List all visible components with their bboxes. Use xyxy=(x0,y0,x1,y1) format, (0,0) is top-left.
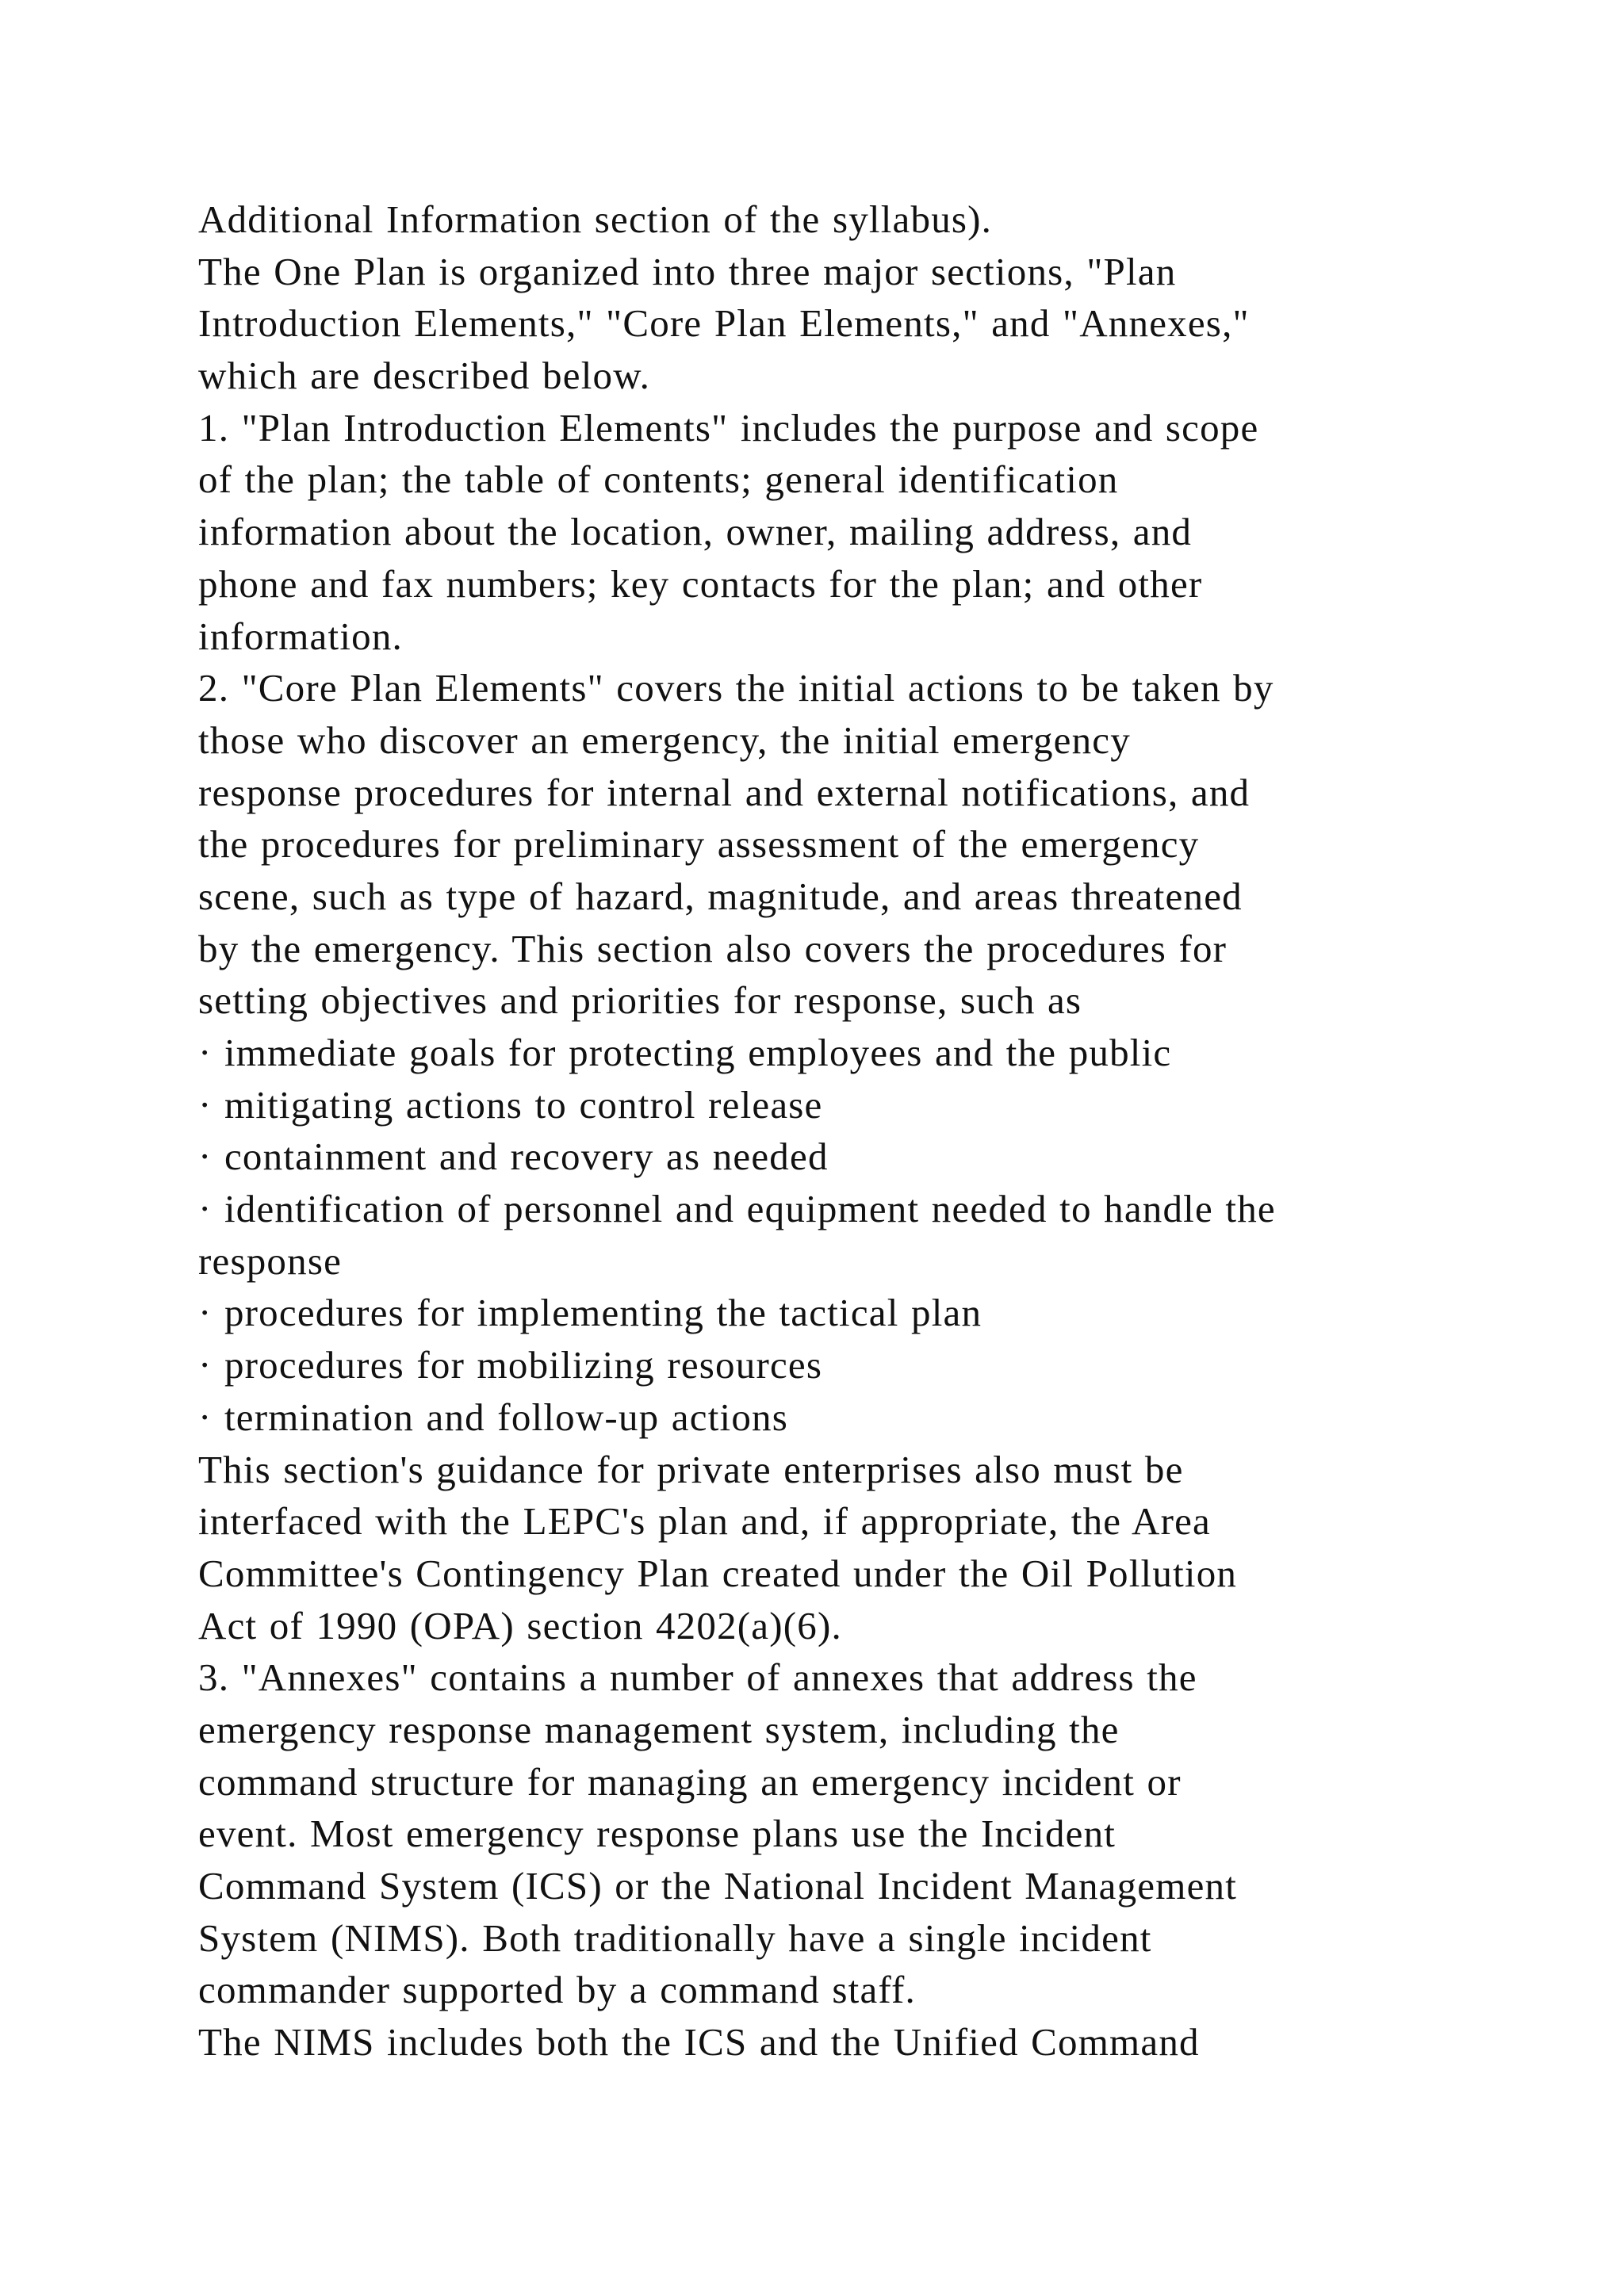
bullet-item: · immediate goals for protecting employees and the public xyxy=(198,1031,1172,1074)
bullet-item: · containment and recovery as needed xyxy=(198,1135,829,1179)
text-line: setting objectives and priorities for response, such as xyxy=(198,978,1082,1023)
text-line: response procedures for internal and external notifications, and xyxy=(198,770,1251,814)
text-line: commander supported by a command staff. xyxy=(198,1968,916,2012)
text-line: 2. "Core Plan Elements" covers the initial actions to be taken by xyxy=(198,666,1274,710)
text-line: Introduction Elements," "Core Plan Elements," and "Annexes," xyxy=(198,301,1250,346)
text-line: information about the location, owner, mailing address, and xyxy=(198,510,1193,554)
bullet-item: · procedures for implementing the tactical plan xyxy=(198,1291,982,1335)
text-line: emergency response management system, including the xyxy=(198,1707,1120,1751)
text-line: of the plan; the table of contents; general identification xyxy=(198,457,1119,502)
text-line: information. xyxy=(198,614,403,658)
text-line: Command System (ICS) or the National Incident Management xyxy=(198,1864,1238,1908)
bullet-item: · procedures for mobilizing resources xyxy=(198,1343,823,1387)
text-line: The One Plan is organized into three major sections, "Plan xyxy=(198,249,1177,293)
bullet-item: · termination and follow-up actions xyxy=(198,1395,788,1439)
text-line: which are described below. xyxy=(198,354,651,398)
text-line: interfaced with the LEPC's plan and, if appropriate, the Area xyxy=(198,1499,1211,1544)
text-line: This section's guidance for private enterprises also must be xyxy=(198,1447,1184,1491)
bullet-item: · identification of personnel and equipment needed to handle the xyxy=(198,1187,1276,1231)
document-body-text xyxy=(198,193,1499,2068)
text-line: scene, such as type of hazard, magnitude, and areas threatened xyxy=(198,874,1243,918)
text-line: System (NIMS). Both traditionally have a single incident xyxy=(198,1915,1152,1960)
text-line: event. Most emergency response plans use the Incident xyxy=(198,1812,1116,1856)
text-line: Act of 1990 (OPA) section 4202(a)(6). xyxy=(198,1603,842,1647)
text-line: response xyxy=(198,1238,343,1283)
text-line: command structure for managing an emergency incident or xyxy=(198,1759,1182,1804)
text-line: The NIMS includes both the ICS and the Unified Command xyxy=(198,2020,1200,2064)
text-line: Additional Information section of the syllabus). xyxy=(198,197,993,241)
text-line: phone and fax numbers; key contacts for the plan; and other xyxy=(198,561,1203,606)
text-line: 3. "Annexes" contains a number of annexes that address the xyxy=(198,1655,1197,1700)
text-line: 1. "Plan Introduction Elements" includes the purpose and scope xyxy=(198,405,1259,450)
text-line: by the emergency. This section also covers the procedures for xyxy=(198,926,1228,970)
text-line: Committee's Contingency Plan created under the Oil Pollution xyxy=(198,1551,1238,1595)
text-line: the procedures for preliminary assessment of the emergency xyxy=(198,822,1200,867)
text-line: those who discover an emergency, the initial emergency xyxy=(198,718,1131,762)
bullet-item: · mitigating actions to control release xyxy=(198,1082,823,1127)
